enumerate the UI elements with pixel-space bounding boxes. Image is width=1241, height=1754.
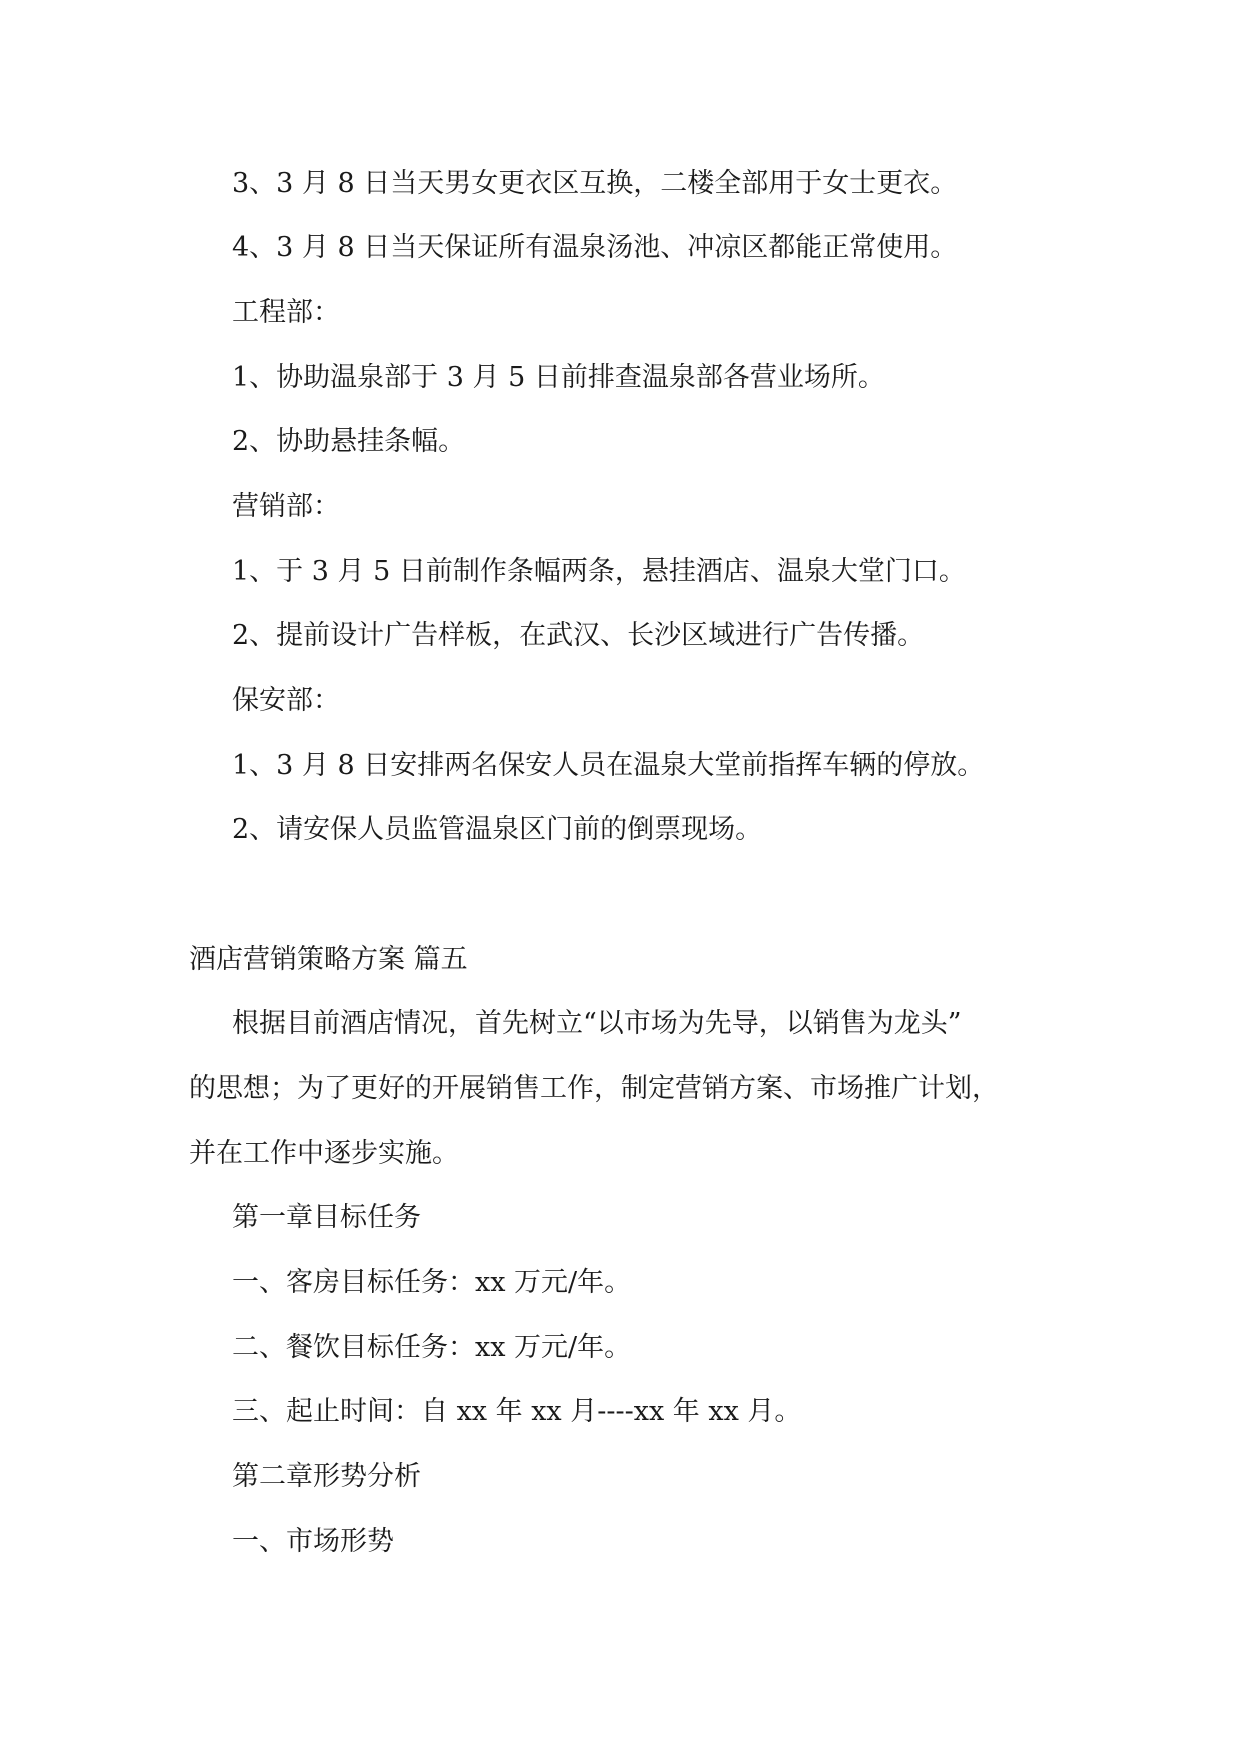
security-item-2: 2、请安保人员监管温泉区门前的倒票现场。: [232, 814, 763, 845]
spa-item-3: 3、3 月 8 日当天男女更衣区互换，二楼全部用于女士更衣。: [232, 168, 958, 199]
intro-line-2: 的思想；为了更好的开展销售工作，制定营销方案、市场推广计划，: [189, 1073, 999, 1104]
chapter-one-item-1: 一、客房目标任务：xx 万元/年。: [232, 1267, 632, 1298]
marketing-heading: 营销部：: [232, 491, 340, 522]
chapter-two-heading: 第二章形势分析: [232, 1461, 421, 1492]
chapter-one-heading: 第一章目标任务: [232, 1202, 421, 1233]
intro-line-3: 并在工作中逐步实施。: [189, 1138, 459, 1169]
spa-item-4: 4、3 月 8 日当天保证所有温泉汤池、冲凉区都能正常使用。: [232, 232, 958, 263]
security-item-1: 1、3 月 8 日安排两名保安人员在温泉大堂前指挥车辆的停放。: [232, 750, 985, 781]
chapter-two-item-1: 一、市场形势: [232, 1526, 394, 1557]
engineering-heading: 工程部：: [232, 297, 340, 328]
marketing-item-2: 2、提前设计广告样板，在武汉、长沙区域进行广告传播。: [232, 620, 925, 651]
section-five-title: 酒店营销策略方案 篇五: [189, 944, 468, 975]
chapter-one-item-2: 二、餐饮目标任务：xx 万元/年。: [232, 1332, 632, 1363]
security-heading: 保安部：: [232, 685, 340, 716]
marketing-item-1: 1、于 3 月 5 日前制作条幅两条，悬挂酒店、温泉大堂门口。: [232, 556, 966, 587]
chapter-one-item-3: 三、起止时间：自 xx 年 xx 月----xx 年 xx 月。: [232, 1396, 802, 1427]
intro-line-1: 根据目前酒店情况，首先树立“以市场为先导，以销售为龙头”: [232, 1008, 962, 1039]
engineering-item-1: 1、协助温泉部于 3 月 5 日前排查温泉部各营业场所。: [232, 362, 885, 393]
engineering-item-2: 2、协助悬挂条幅。: [232, 426, 466, 457]
